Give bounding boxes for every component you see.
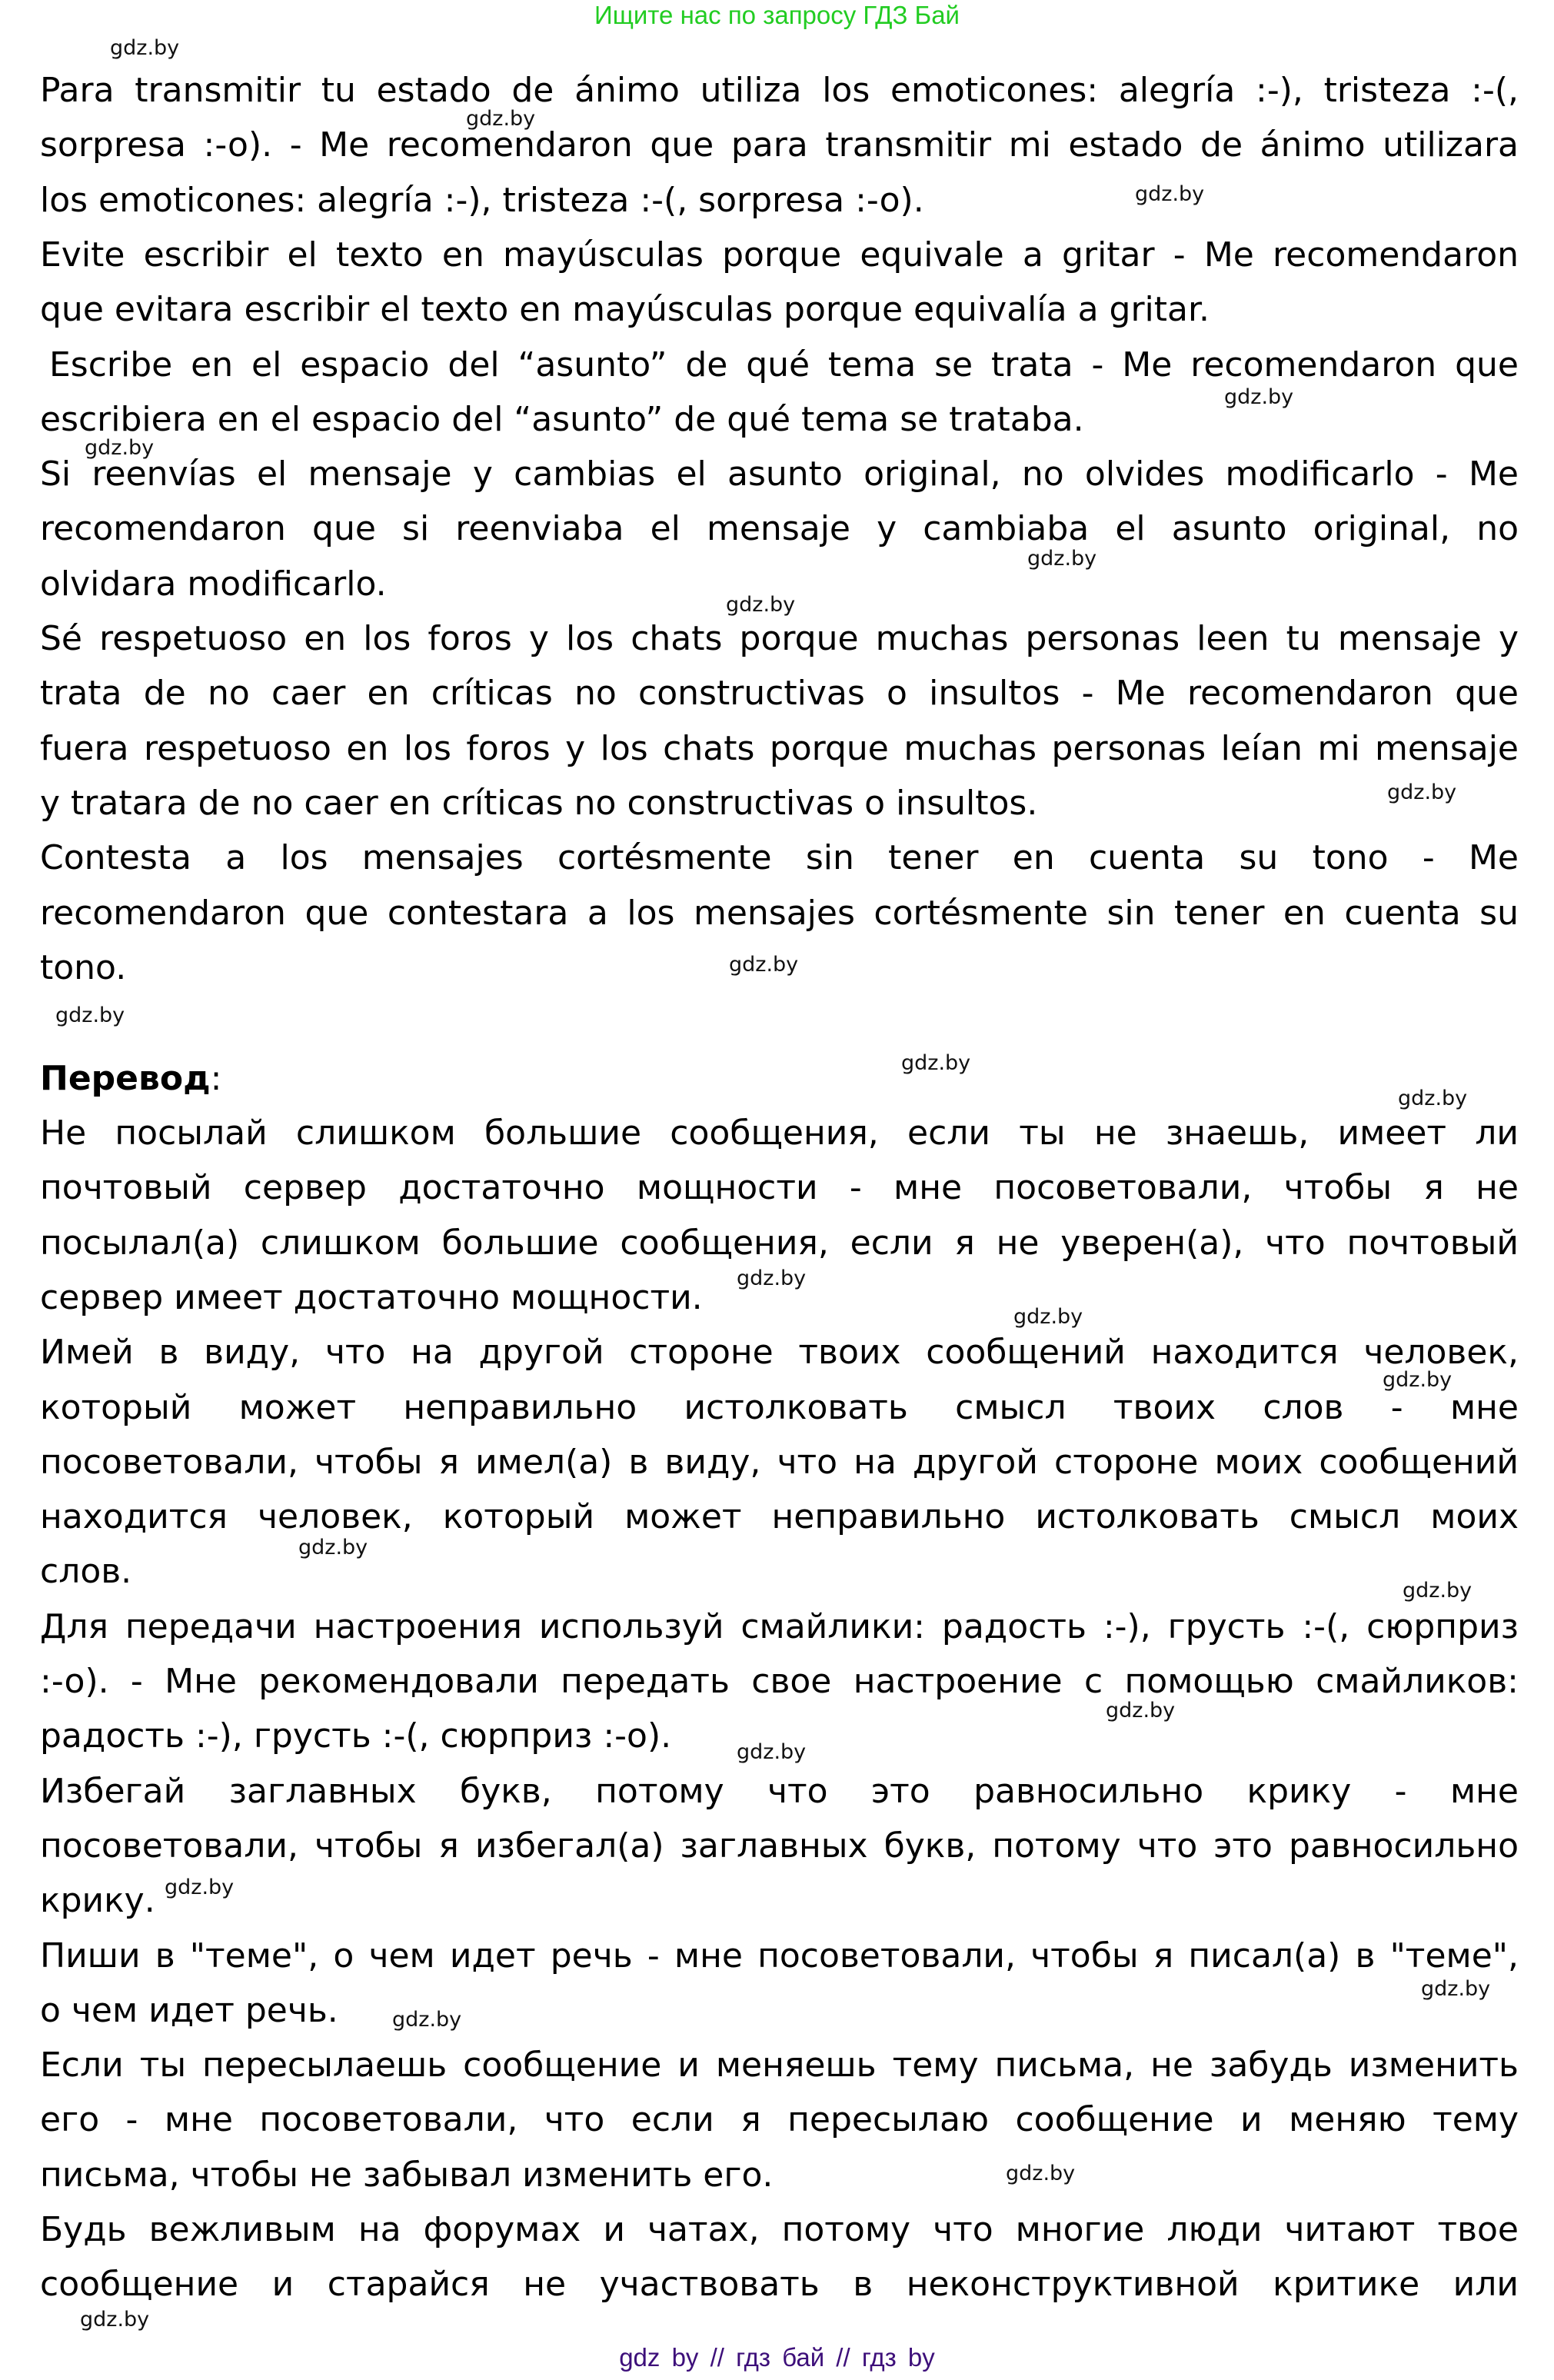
watermark: gdz.by [1013, 1305, 1083, 1329]
watermark: gdz.by [901, 1051, 971, 1075]
text-line: Для передачи настроения используй смайлики: радость :-), грусть :-(, сюрприз [40, 1606, 1519, 1646]
text-line: Пиши в "теме", о чем идет речь - мне посоветовали, чтобы я писал(а) в "теме", [40, 1936, 1519, 1976]
text-line: слов. [40, 1552, 132, 1592]
text-line: крику. [40, 1881, 155, 1921]
watermark: gdz.by [1006, 2162, 1076, 2185]
watermark: gdz.by [1224, 385, 1294, 409]
text-line: почтовый сервер достаточно мощности - мне посоветовали, чтобы я не [40, 1168, 1519, 1208]
text-line: fuera respetuoso en los foros y los chats porque muchas personas leían mi mensaje [40, 728, 1519, 768]
text-line: который может неправильно истолковать смысл твоих слов - мне [40, 1387, 1519, 1427]
watermark: gdz.by [1027, 547, 1097, 571]
text-line: Не посылай слишком большие сообщения, если ты не знаешь, имеет ли [40, 1113, 1519, 1153]
text-line: Если ты пересылаешь сообщение и меняешь тему письма, не забудь изменить [40, 2045, 1519, 2085]
text-line: que evitara escribir el texto en mayúsculas porque equivalía a gritar. [40, 290, 1210, 330]
text-line: Para transmitir tu estado de ánimo utiliza los emoticones: alegría :-), tristeza :-(, [40, 71, 1519, 110]
watermark: gdz.by [1403, 1579, 1472, 1603]
translation-heading-colon: : [210, 1059, 222, 1098]
text-line: :-o). - Мне рекомендовали передать свое настроение с помощью смайликов: [40, 1662, 1519, 1701]
text-line: recomendaron que contestara a los mensajes cortésmente sin tener en cuenta su [40, 893, 1519, 933]
text-line: находится человек, который может неправильно истолковать смысл моих [40, 1497, 1519, 1537]
text-line: Sé respetuoso en los foros y los chats porque muchas personas leen tu mensaje y [40, 619, 1519, 658]
text-line: Contesta a los mensajes cortésmente sin tener en cuenta su tono - Me [40, 838, 1519, 878]
text-line: recomendaron que si reenviaba el mensaje y cambiaba el asunto original, no [40, 509, 1519, 549]
text-line: посоветовали, чтобы я избегал(а) заглавных букв, потому что это равносильно [40, 1826, 1519, 1866]
top-banner: Ищите нас по запросу ГДЗ Бай [594, 1, 960, 29]
text-line: посылал(а) слишком большие сообщения, если я не уверен(а), что почтовый [40, 1223, 1519, 1263]
text-line: Будь вежливым на форумах и чатах, потому что многие люди читают твое [40, 2210, 1519, 2249]
text-line: tono. [40, 947, 127, 987]
bottom-banner: gdz by // гдз бай // гдз by [619, 2343, 935, 2372]
watermark: gdz.by [85, 436, 155, 460]
watermark: gdz.by [1421, 1977, 1491, 2001]
watermark: gdz.by [55, 1004, 125, 1027]
watermark: gdz.by [1135, 182, 1205, 206]
translation-heading-word: Перевод [40, 1059, 211, 1098]
watermark: gdz.by [392, 2008, 462, 2032]
watermark: gdz.by [80, 2308, 150, 2332]
watermark: gdz.by [1383, 1368, 1453, 1392]
text-line: Escribe en el espacio del “asunto” de qué tema se trata - Me recomendaron que [49, 345, 1519, 384]
watermark: gdz.by [737, 1740, 807, 1764]
watermark: gdz.by [1398, 1087, 1468, 1110]
watermark: gdz.by [165, 1876, 235, 1899]
text-line: сервер имеет достаточно мощности. [40, 1277, 703, 1317]
text-line: Избегай заглавных букв, потому что это равносильно крику - мне [40, 1771, 1519, 1811]
text-line: escribiera en el espacio del “asunto” de qué tema se trataba. [40, 399, 1084, 439]
watermark: gdz.by [726, 593, 796, 617]
watermark: gdz.by [729, 953, 799, 977]
watermark: gdz.by [466, 107, 536, 131]
watermark: gdz.by [298, 1536, 368, 1559]
text-line: его - мне посоветовали, что если я пересылаю сообщение и меняю тему [40, 2100, 1519, 2140]
text-line: сообщение и старайся не участвовать в неконструктивной критике или [40, 2265, 1519, 2305]
text-line: olvidara modificarlo. [40, 564, 387, 604]
text-line: о чем идет речь. [40, 1990, 338, 2030]
watermark: gdz.by [737, 1267, 807, 1290]
text-line: посоветовали, чтобы я имел(а) в виду, что на другой стороне моих сообщений [40, 1442, 1519, 1482]
text-line: Имей в виду, что на другой стороне твоих сообщений находится человек, [40, 1333, 1519, 1373]
text-line: Evite escribir el texto en mayúsculas porque equivale a gritar - Me recomendaron [40, 235, 1519, 275]
text-line: trata de no caer en críticas no constructivas o insultos - Me recomendaron que [40, 674, 1519, 714]
translation-heading [40, 1051, 221, 1106]
text-line: sorpresa :-o). - Me recomendaron que para transmitir mi estado de ánimo utilizara [40, 125, 1519, 165]
watermark: gdz.by [110, 36, 180, 60]
text-line: y tratara de no caer en críticas no constructivas o insultos. [40, 783, 1038, 823]
watermark: gdz.by [1106, 1699, 1176, 1723]
watermark: gdz.by [1387, 781, 1457, 804]
text-line: Si reenvías el mensaje y cambias el asunto original, no olvides modificarlo - Me [40, 454, 1519, 494]
text-line: радость :-), грусть :-(, сюрприз :-o). [40, 1716, 672, 1756]
text-line: los emoticones: alegría :-), tristeza :-(, sorpresa :-o). [40, 180, 924, 220]
text-line: письма, чтобы не забывал изменить его. [40, 2155, 774, 2195]
